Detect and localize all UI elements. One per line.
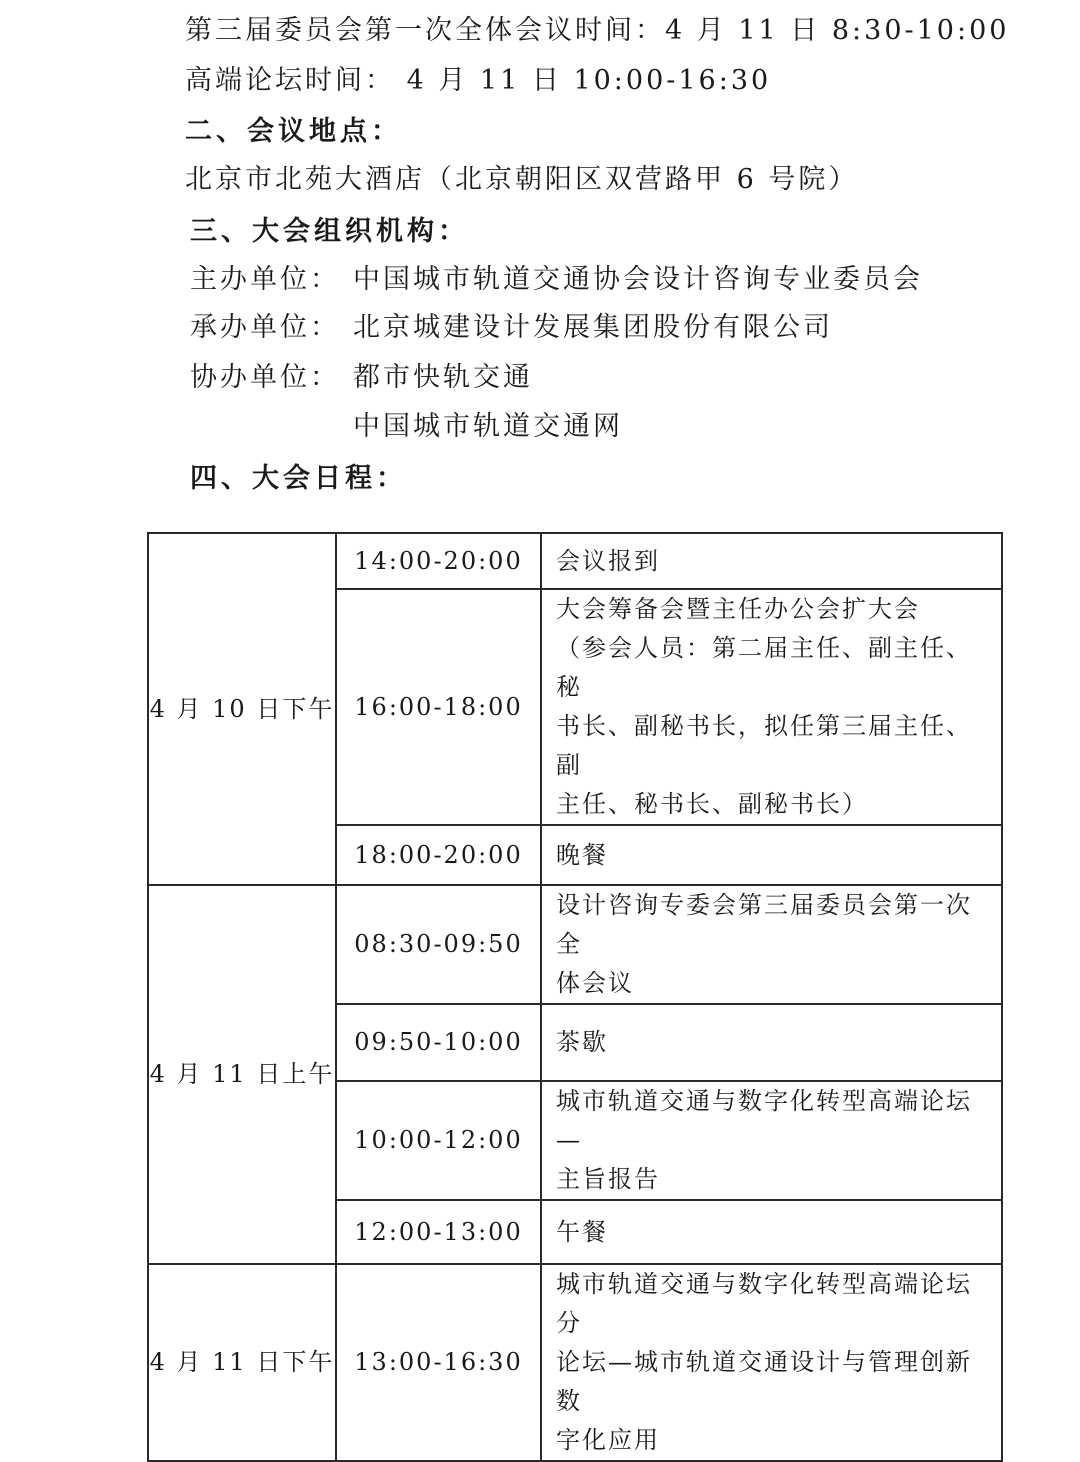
schedule-time: 16:00-18:00: [336, 589, 541, 825]
item-line: 午餐: [556, 1217, 608, 1246]
item-line: 体会议: [556, 969, 634, 997]
schedule-time: 10:00-12:00: [336, 1081, 541, 1200]
table-row: [148, 885, 1002, 1004]
schedule-date: 4 月 11 日上午: [148, 885, 336, 1264]
table-row: [148, 533, 1002, 589]
coorganizer-value-2: 中国城市轨道交通网: [353, 411, 623, 442]
schedule-item: [541, 1081, 1002, 1200]
coorganizer-label: 协办单位：: [190, 362, 340, 393]
venue-text: 北京市北苑大酒店（北京朝阳区双营路甲 6 号院）: [185, 164, 859, 195]
schedule-table: [147, 532, 1003, 1462]
schedule-date: 4 月 11 日下午: [148, 1264, 336, 1461]
item-line: 城市轨道交通与数字化转型高端论坛—: [556, 1087, 972, 1154]
item-line: （参会人员：第二届主任、副主任、秘: [556, 634, 972, 701]
meeting-time-line: 第三届委员会第一次全体会议时间：4 月 11 日 8:30-10:00: [185, 15, 1010, 46]
schedule-date: 4 月 10 日下午: [148, 533, 336, 885]
schedule-time: 08:30-09:50: [336, 885, 541, 1004]
item-line: 书长、副秘书长，拟任第三届主任、副: [556, 712, 972, 779]
schedule-item: [541, 1264, 1002, 1461]
schedule-item: [541, 885, 1002, 1004]
host-label: 主办单位：: [190, 264, 340, 295]
coorganizer-value-1: 都市快轨交通: [353, 362, 533, 393]
item-line: 字化应用: [556, 1426, 660, 1454]
table-row: [148, 1264, 1002, 1461]
schedule-time: 09:50-10:00: [336, 1004, 541, 1081]
schedule-item: [541, 825, 1002, 885]
item-line: 茶歇: [556, 1028, 608, 1056]
item-line: 主旨报告: [556, 1165, 660, 1193]
host-value: 中国城市轨道交通协会设计咨询专业委员会: [353, 264, 923, 295]
schedule-time: 18:00-20:00: [336, 825, 541, 885]
schedule-item: [541, 1004, 1002, 1081]
item-line: 论坛—城市轨道交通设计与管理创新数: [556, 1348, 972, 1415]
schedule-item: [541, 533, 1002, 589]
item-line: 主任、秘书长、副秘书长）: [556, 790, 868, 818]
organizer-label: 承办单位：: [190, 312, 340, 343]
schedule-item: [541, 1200, 1002, 1264]
item-line: 大会筹备会暨主任办公会扩大会: [556, 595, 920, 623]
schedule-time: 14:00-20:00: [336, 533, 541, 589]
organizer-value: 北京城建设计发展集团股份有限公司: [353, 312, 833, 343]
item-line: 城市轨道交通与数字化转型高端论坛分: [556, 1270, 972, 1337]
schedule-time: 13:00-16:30: [336, 1264, 541, 1461]
item-line: 设计咨询专委会第三届委员会第一次全: [556, 891, 972, 958]
section-schedule-heading: 四、大会日程：: [190, 463, 407, 494]
schedule-item: [541, 589, 1002, 825]
item-line: 晚餐: [556, 840, 608, 869]
section-venue-heading: 二、会议地点：: [185, 116, 402, 147]
forum-time-line: 高端论坛时间： 4 月 11 日 10:00-16:30: [185, 65, 772, 96]
schedule-time: 12:00-13:00: [336, 1200, 541, 1264]
section-organization-heading: 三、大会组织机构：: [190, 216, 469, 247]
item-line: 会议报到: [556, 546, 660, 575]
